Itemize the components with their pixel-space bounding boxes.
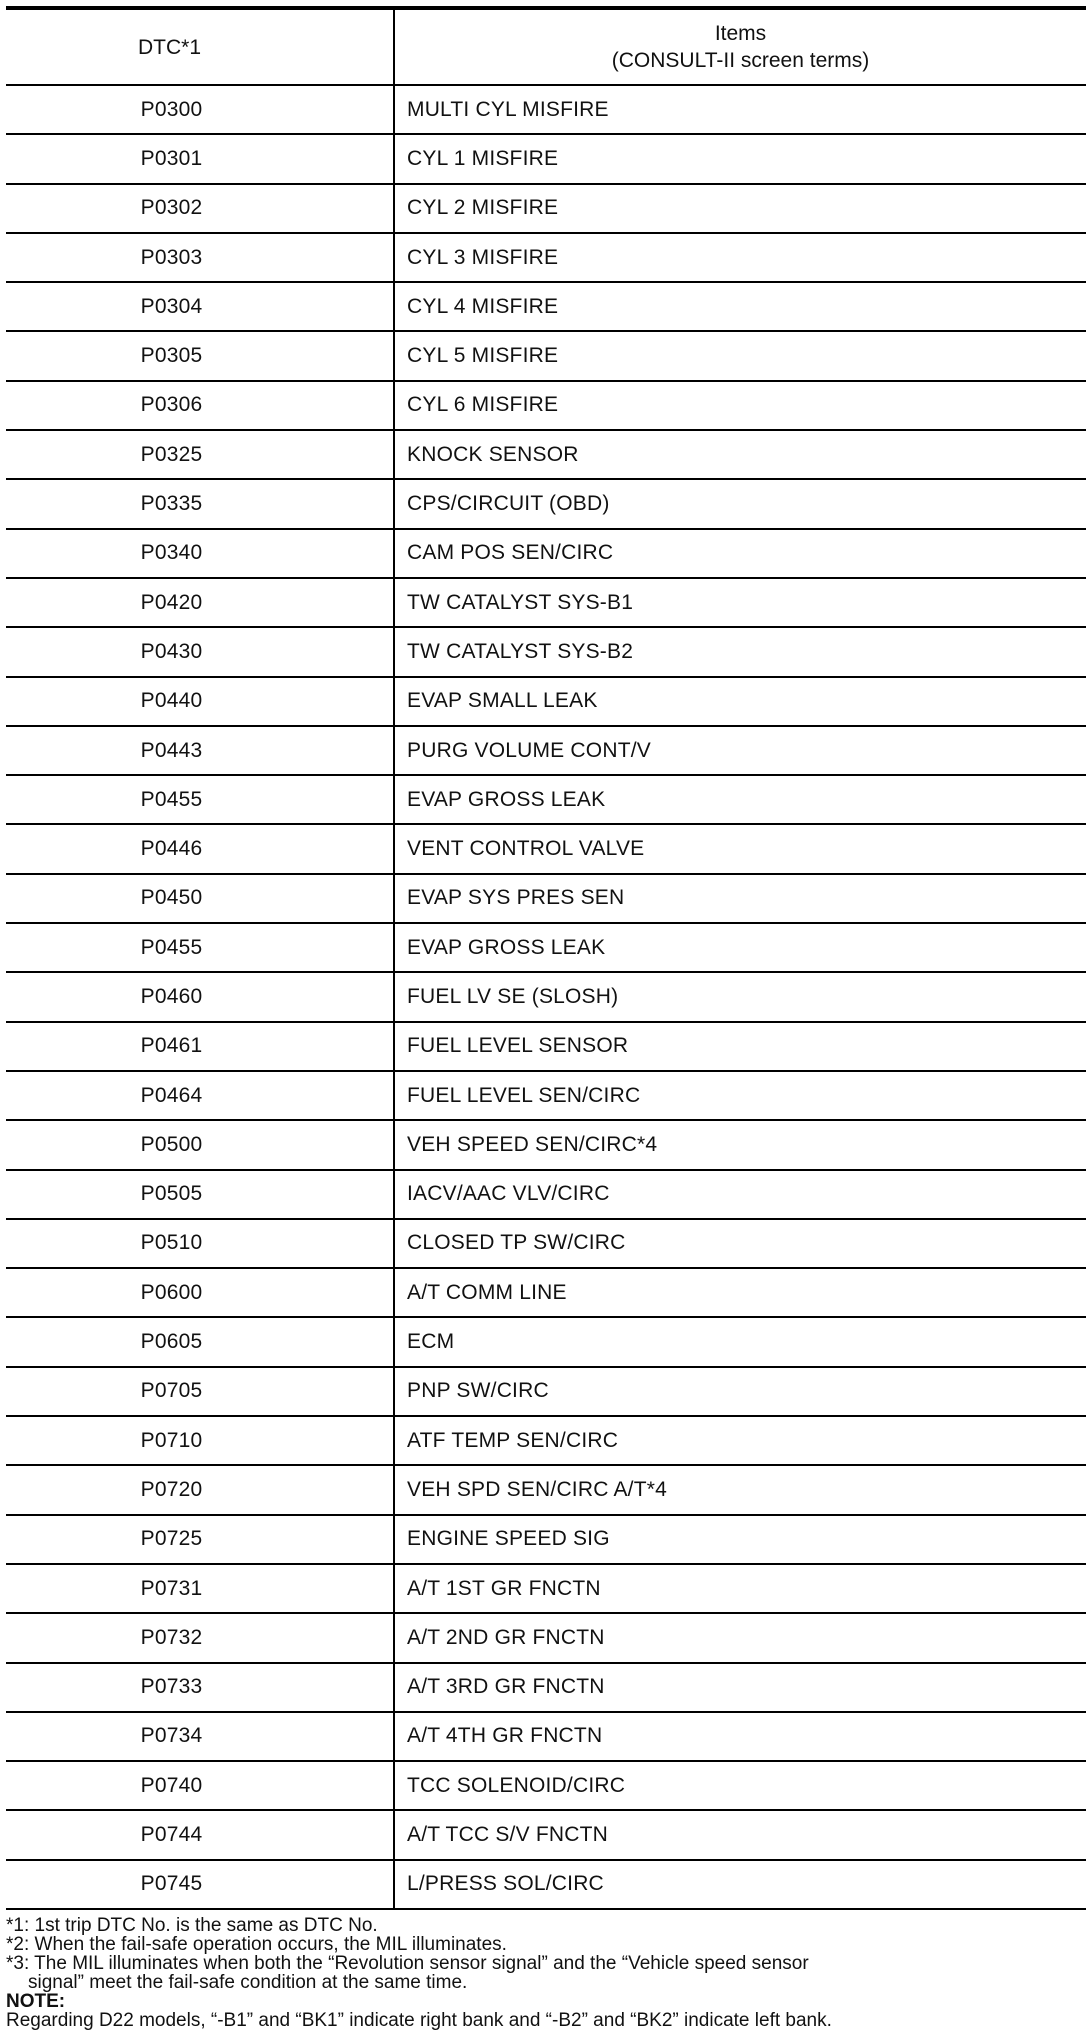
table-row	[6, 331, 1086, 380]
table-row	[6, 874, 1086, 923]
item-cell: PNP SW/CIRC	[394, 1367, 1086, 1416]
dtc-code-cell: P0430	[6, 627, 394, 676]
table-row	[6, 824, 1086, 873]
item-cell: CYL 3 MISFIRE	[394, 233, 1086, 282]
footnote-1: *1: 1st trip DTC No. is the same as DTC No.	[6, 1914, 378, 1936]
table-row	[6, 529, 1086, 578]
header-items-title: Items	[714, 22, 767, 45]
item-cell: EVAP SMALL LEAK	[394, 677, 1086, 726]
note-text: Regarding D22 models, “-B1” and “BK1” indicate right bank and “-B2” and “BK2” indicate left bank.	[6, 2009, 832, 2031]
note-heading: NOTE:	[6, 1990, 66, 2012]
item-cell: A/T TCC S/V FNCTN	[394, 1810, 1086, 1859]
dtc-code-cell: P0744	[6, 1810, 394, 1859]
dtc-code-cell: P0340	[6, 529, 394, 578]
dtc-code-cell: P0306	[6, 381, 394, 430]
dtc-code-cell: P0450	[6, 874, 394, 923]
table-row	[6, 1317, 1086, 1366]
item-cell: VEH SPD SEN/CIRC A/T*4	[394, 1465, 1086, 1514]
table-body	[6, 85, 1086, 1909]
table-row	[6, 1860, 1086, 1909]
dtc-code-cell: P0510	[6, 1219, 394, 1268]
document	[6, 6, 1088, 2030]
table-row	[6, 85, 1086, 134]
dtc-code-cell: P0464	[6, 1071, 394, 1120]
table-row	[6, 726, 1086, 775]
item-cell: EVAP GROSS LEAK	[394, 923, 1086, 972]
table-row	[6, 578, 1086, 627]
table-row	[6, 1416, 1086, 1465]
footnote-3: *3: The MIL illuminates when both the “Revolution sensor signal” and the “Vehicle speed sensor	[6, 1952, 809, 1974]
table-row	[6, 430, 1086, 479]
table-row	[6, 282, 1086, 331]
dtc-code-cell: P0740	[6, 1761, 394, 1810]
table-row	[6, 479, 1086, 528]
table-row	[6, 1465, 1086, 1514]
item-cell: EVAP SYS PRES SEN	[394, 874, 1086, 923]
table-row	[6, 1071, 1086, 1120]
dtc-code-cell: P0305	[6, 331, 394, 380]
item-cell: A/T 2ND GR FNCTN	[394, 1613, 1086, 1662]
dtc-code-cell: P0460	[6, 972, 394, 1021]
table-row	[6, 775, 1086, 824]
item-cell: EVAP GROSS LEAK	[394, 775, 1086, 824]
item-cell: VEH SPEED SEN/CIRC*4	[394, 1120, 1086, 1169]
table-row	[6, 1120, 1086, 1169]
table-row	[6, 233, 1086, 282]
table-row	[6, 381, 1086, 430]
dtc-code-cell: P0420	[6, 578, 394, 627]
dtc-code-cell: P0440	[6, 677, 394, 726]
dtc-code-cell: P0705	[6, 1367, 394, 1416]
table-header-row	[6, 8, 1086, 85]
dtc-code-cell: P0720	[6, 1465, 394, 1514]
table-row	[6, 134, 1086, 183]
table-row	[6, 1761, 1086, 1810]
item-cell: CLOSED TP SW/CIRC	[394, 1219, 1086, 1268]
dtc-code-cell: P0710	[6, 1416, 394, 1465]
item-cell: CPS/CIRCUIT (OBD)	[394, 479, 1086, 528]
dtc-code-cell: P0725	[6, 1515, 394, 1564]
item-cell: A/T COMM LINE	[394, 1268, 1086, 1317]
item-cell: CYL 4 MISFIRE	[394, 282, 1086, 331]
item-cell: TW CATALYST SYS-B2	[394, 627, 1086, 676]
dtc-code-cell: P0600	[6, 1268, 394, 1317]
dtc-code-cell: P0300	[6, 85, 394, 134]
dtc-code-cell: P0745	[6, 1860, 394, 1909]
dtc-code-cell: P0446	[6, 824, 394, 873]
dtc-code-cell: P0500	[6, 1120, 394, 1169]
table-row	[6, 1564, 1086, 1613]
item-cell: ATF TEMP SEN/CIRC	[394, 1416, 1086, 1465]
item-cell: CYL 1 MISFIRE	[394, 134, 1086, 183]
table-row	[6, 1663, 1086, 1712]
table-row	[6, 1810, 1086, 1859]
item-cell: FUEL LV SE (SLOSH)	[394, 972, 1086, 1021]
dtc-code-cell: P0302	[6, 184, 394, 233]
table-row	[6, 184, 1086, 233]
item-cell: A/T 1ST GR FNCTN	[394, 1564, 1086, 1613]
table-row	[6, 627, 1086, 676]
dtc-code-cell: P0505	[6, 1170, 394, 1219]
header-items-subtitle: (CONSULT-II screen terms)	[611, 49, 870, 72]
dtc-code-cell: P0731	[6, 1564, 394, 1613]
item-cell: ENGINE SPEED SIG	[394, 1515, 1086, 1564]
item-cell: IACV/AAC VLV/CIRC	[394, 1170, 1086, 1219]
dtc-code-cell: P0461	[6, 1022, 394, 1071]
footnote-2: *2: When the fail-safe operation occurs, the MIL illuminates.	[6, 1933, 507, 1955]
dtc-code-cell: P0605	[6, 1317, 394, 1366]
item-cell: CYL 2 MISFIRE	[394, 184, 1086, 233]
item-cell: CYL 6 MISFIRE	[394, 381, 1086, 430]
table-row	[6, 1515, 1086, 1564]
footnotes	[6, 1916, 1086, 2030]
dtc-code-cell: P0455	[6, 923, 394, 972]
table-row	[6, 1712, 1086, 1761]
header-dtc: DTC*1	[6, 8, 394, 85]
item-cell: MULTI CYL MISFIRE	[394, 85, 1086, 134]
dtc-code-cell: P0301	[6, 134, 394, 183]
dtc-code-cell: P0443	[6, 726, 394, 775]
dtc-code-cell: P0335	[6, 479, 394, 528]
item-cell: FUEL LEVEL SEN/CIRC	[394, 1071, 1086, 1120]
item-cell: TW CATALYST SYS-B1	[394, 578, 1086, 627]
item-cell: FUEL LEVEL SENSOR	[394, 1022, 1086, 1071]
table-row	[6, 923, 1086, 972]
item-cell: VENT CONTROL VALVE	[394, 824, 1086, 873]
item-cell: CYL 5 MISFIRE	[394, 331, 1086, 380]
table-row	[6, 1268, 1086, 1317]
footnote-3-continued: signal” meet the fail-safe condition at the same time.	[28, 1971, 468, 1993]
table-row	[6, 972, 1086, 1021]
table-row	[6, 1367, 1086, 1416]
dtc-code-cell: P0303	[6, 233, 394, 282]
dtc-table	[6, 6, 1086, 1910]
table-row	[6, 1170, 1086, 1219]
item-cell: PURG VOLUME CONT/V	[394, 726, 1086, 775]
item-cell: TCC SOLENOID/CIRC	[394, 1761, 1086, 1810]
dtc-code-cell: P0304	[6, 282, 394, 331]
table-row	[6, 677, 1086, 726]
dtc-code-cell: P0732	[6, 1613, 394, 1662]
item-cell: L/PRESS SOL/CIRC	[394, 1860, 1086, 1909]
table-row	[6, 1022, 1086, 1071]
item-cell: ECM	[394, 1317, 1086, 1366]
header-items	[394, 8, 1086, 85]
item-cell: A/T 4TH GR FNCTN	[394, 1712, 1086, 1761]
dtc-code-cell: P0733	[6, 1663, 394, 1712]
table-row	[6, 1613, 1086, 1662]
item-cell: CAM POS SEN/CIRC	[394, 529, 1086, 578]
dtc-code-cell: P0455	[6, 775, 394, 824]
table-row	[6, 1219, 1086, 1268]
dtc-code-cell: P0734	[6, 1712, 394, 1761]
dtc-code-cell: P0325	[6, 430, 394, 479]
item-cell: A/T 3RD GR FNCTN	[394, 1663, 1086, 1712]
item-cell: KNOCK SENSOR	[394, 430, 1086, 479]
